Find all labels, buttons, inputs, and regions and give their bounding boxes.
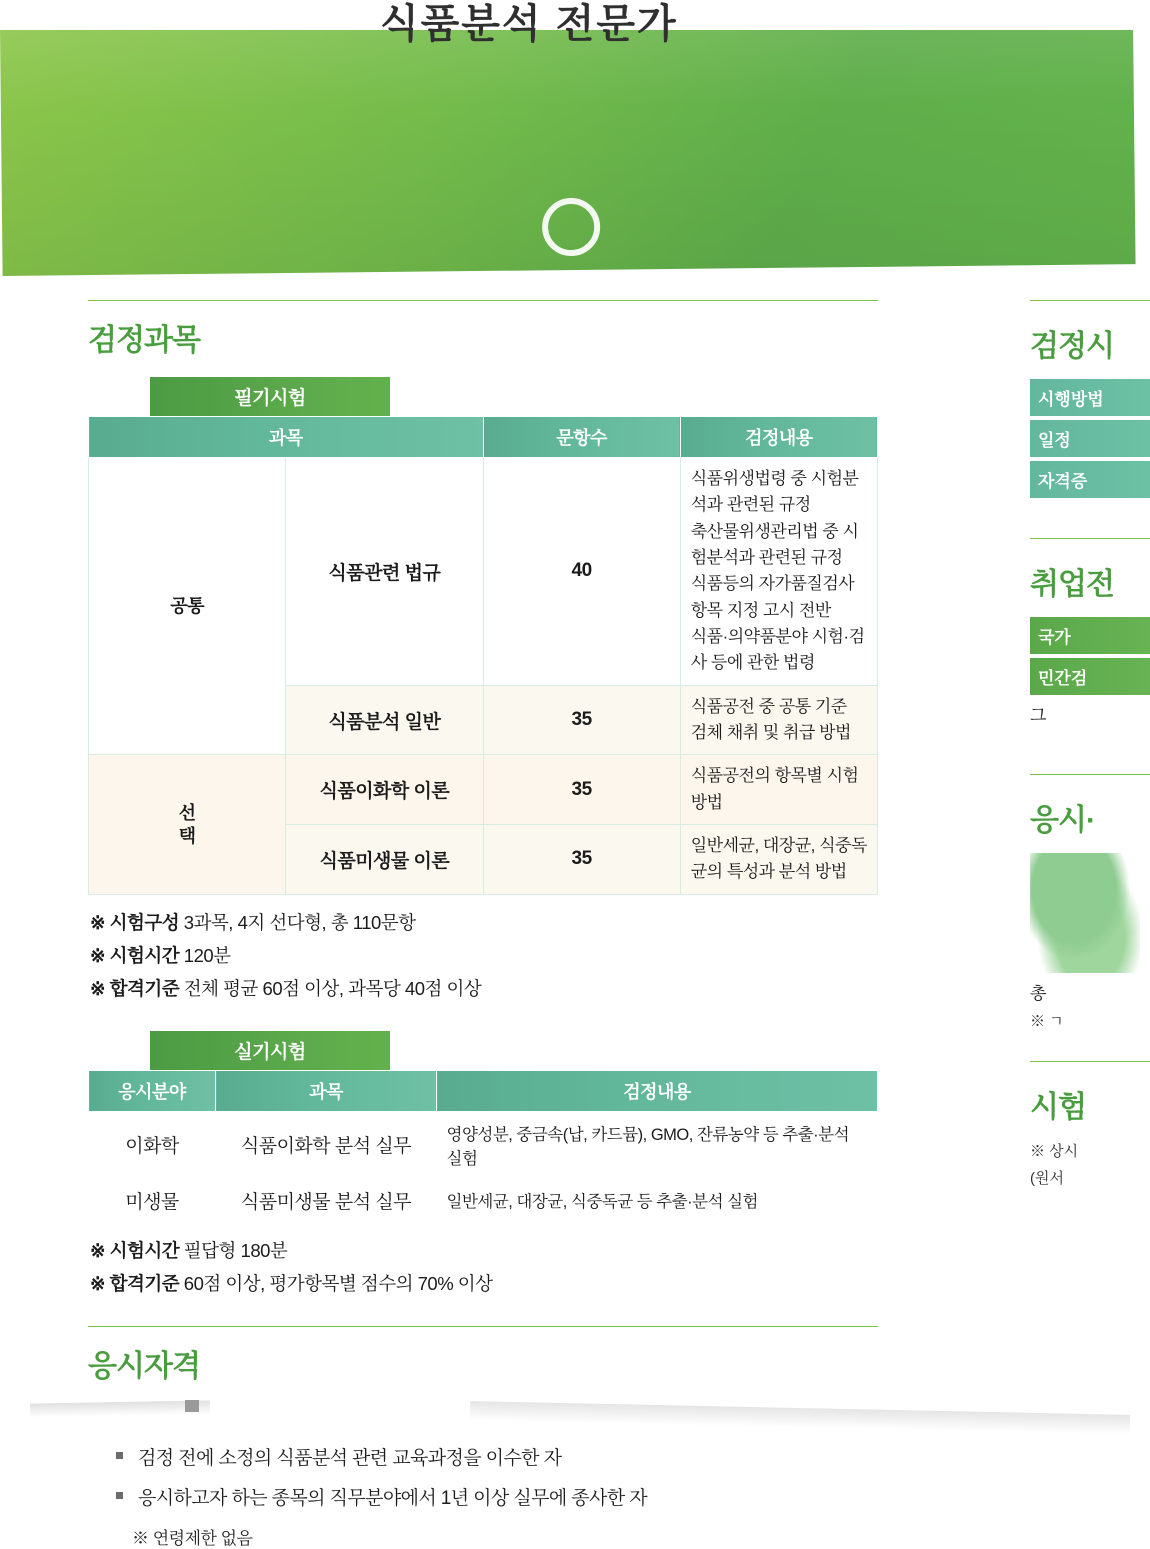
practical-exam-tab [88, 1031, 888, 1070]
written-exam-tab-label: 필기시험 [150, 377, 390, 416]
practical-exam-notes [90, 1237, 888, 1296]
content-line: 축산물위생관리법 중 시험분석과 관련된 규정 [690, 521, 859, 568]
note-item [90, 1270, 888, 1296]
note-item [90, 975, 888, 1001]
note-item [90, 909, 888, 935]
section-heading-exam: 시험 [1030, 1091, 1086, 1124]
cell-subject: 식품분석 일반 [286, 685, 483, 755]
schedule-band-method: 시행방법 [1030, 379, 1150, 416]
note-mark: ※ [90, 977, 106, 999]
section-heading-employment: 취업전 [1030, 568, 1114, 601]
note-mark: ※ [90, 944, 106, 966]
note-item [90, 1237, 888, 1263]
column-header-content: 검정내용 [437, 1070, 878, 1111]
exam-note-2: (원서 [1030, 1170, 1064, 1187]
cell-count: 35 [483, 685, 680, 755]
cell-area: 이화학 [125, 1136, 179, 1158]
column-header-subject: 과목 [216, 1070, 437, 1111]
written-exam-tab [88, 377, 888, 416]
cell-count: 35 [483, 825, 680, 895]
page-content [0, 276, 1133, 1548]
cell-category-elective: 선 택 [89, 755, 286, 894]
apply-line: 총 [1030, 984, 1047, 1003]
cell-subject: 식품이화학 분석 실무 [240, 1136, 412, 1158]
table-header-row [89, 1070, 878, 1111]
schedule-band-date: 일정 [1030, 420, 1150, 457]
right-column-cropped [1030, 300, 1150, 1430]
note-mark: ※ [90, 911, 106, 933]
section-heading-subjects: 검정과목 [88, 324, 200, 357]
paper-edge-mark [185, 1400, 199, 1412]
note-item [90, 942, 888, 968]
note-label: 시험시간 [109, 1239, 180, 1261]
table-row [89, 1178, 878, 1223]
column-header-area: 응시분야 [89, 1070, 216, 1111]
map-illustration [1030, 853, 1140, 973]
cell-content: 일반세균, 대장균, 식중독균 등 추출·분석 실험 [446, 1193, 758, 1212]
divider-eligibility [88, 1326, 878, 1327]
cell-category-common: 공통 [89, 458, 286, 755]
column-header-content: 검정내용 [680, 417, 877, 458]
cell-subject: 식품미생물 이론 [286, 825, 483, 895]
employment-band-private: 민간검 [1030, 658, 1150, 695]
note-label: 시험시간 [109, 944, 180, 966]
section-heading-schedule: 검정시 [1030, 330, 1114, 363]
practical-exam-table [88, 1070, 878, 1223]
column-header-count: 문항수 [483, 417, 680, 458]
list-item: 응시하고자 하는 종목의 직무분야에서 1년 이상 실무에 종사한 자 [106, 1483, 888, 1510]
table-row [89, 755, 878, 825]
note-text: 필답형 180분 [183, 1239, 288, 1261]
content-line: 식품등의 자가품질검사 항목 지정 고시 전반 [690, 574, 855, 620]
cell-content [680, 458, 877, 686]
divider-apply [1030, 774, 1150, 775]
section-heading-eligibility: 응시자격 [88, 1349, 200, 1383]
note-mark: ※ [90, 1272, 106, 1294]
divider-exam [1030, 1061, 1150, 1062]
content-line: 식품공전 중 공통 기준 [690, 696, 847, 716]
column-header-subject: 과목 [89, 417, 484, 458]
note-text: 120분 [183, 944, 231, 966]
cell-subject: 식품이화학 이론 [286, 755, 483, 825]
note-label: 합격기준 [109, 1272, 180, 1294]
note-mark: ※ [90, 1239, 106, 1261]
content-line: 식품·의약품분야 시험·검사 등에 관한 법령 [690, 627, 865, 673]
left-column [88, 300, 888, 1549]
written-exam-table [88, 416, 878, 895]
section-heading-apply: 응시· [1030, 804, 1095, 837]
paper-shadow-left [30, 1400, 210, 1417]
cell-area: 미생물 [125, 1191, 179, 1213]
page-bottom-edge [0, 1398, 1133, 1440]
note-label: 시험구성 [109, 911, 180, 933]
employment-band-national: 국가 [1030, 617, 1150, 654]
table-row [89, 458, 878, 686]
employment-line: 그 [1030, 706, 1047, 725]
list-item: 검정 전에 소정의 식품분석 관련 교육과정을 이수한 자 [106, 1443, 888, 1470]
apply-note: ※ ㄱ [1030, 1013, 1064, 1030]
divider-subjects [88, 300, 878, 301]
cell-subject: 식품관련 법규 [286, 458, 483, 686]
content-line: 검체 채취 및 취급 방법 [690, 723, 851, 743]
divider-employment [1030, 538, 1150, 539]
eligibility-sub-note: ※ 연령제한 없음 [132, 1528, 253, 1548]
table-row [89, 1111, 878, 1178]
cell-content: 식품공전의 항목별 시험 방법 [680, 755, 877, 825]
cell-content: 영양성분, 중금속(납, 카드뮴), GMO, 잔류농약 등 추출·분석 실험 [446, 1125, 850, 1168]
exam-note-1: ※ 상시 [1030, 1143, 1079, 1160]
note-label: 합격기준 [109, 977, 180, 999]
content-line: 식품위생법령 중 시험분석과 관련된 규정 [690, 469, 859, 515]
cell-count: 35 [483, 755, 680, 825]
circle-ring-icon [542, 198, 601, 257]
header-banner [0, 14, 1136, 276]
note-text: 3과목, 4지 선다형, 총 110문항 [183, 911, 416, 933]
page-title [380, 0, 678, 14]
cell-content: 일반세균, 대장균, 식중독균의 특성과 분석 방법 [680, 825, 877, 895]
paper-shadow-right [470, 1401, 1130, 1435]
divider-schedule [1030, 300, 1150, 301]
practical-exam-tab-label: 실기시험 [150, 1031, 390, 1070]
table-header-row [89, 417, 878, 458]
note-text: 전체 평균 60점 이상, 과목당 40점 이상 [183, 977, 482, 999]
cell-count: 40 [483, 458, 680, 686]
written-exam-notes [90, 909, 888, 1001]
cell-subject: 식품미생물 분석 실무 [240, 1191, 412, 1213]
note-text: 60점 이상, 평가항목별 점수의 70% 이상 [183, 1272, 493, 1294]
cell-content [680, 685, 877, 755]
schedule-band-certificate: 자격증 [1030, 461, 1150, 498]
